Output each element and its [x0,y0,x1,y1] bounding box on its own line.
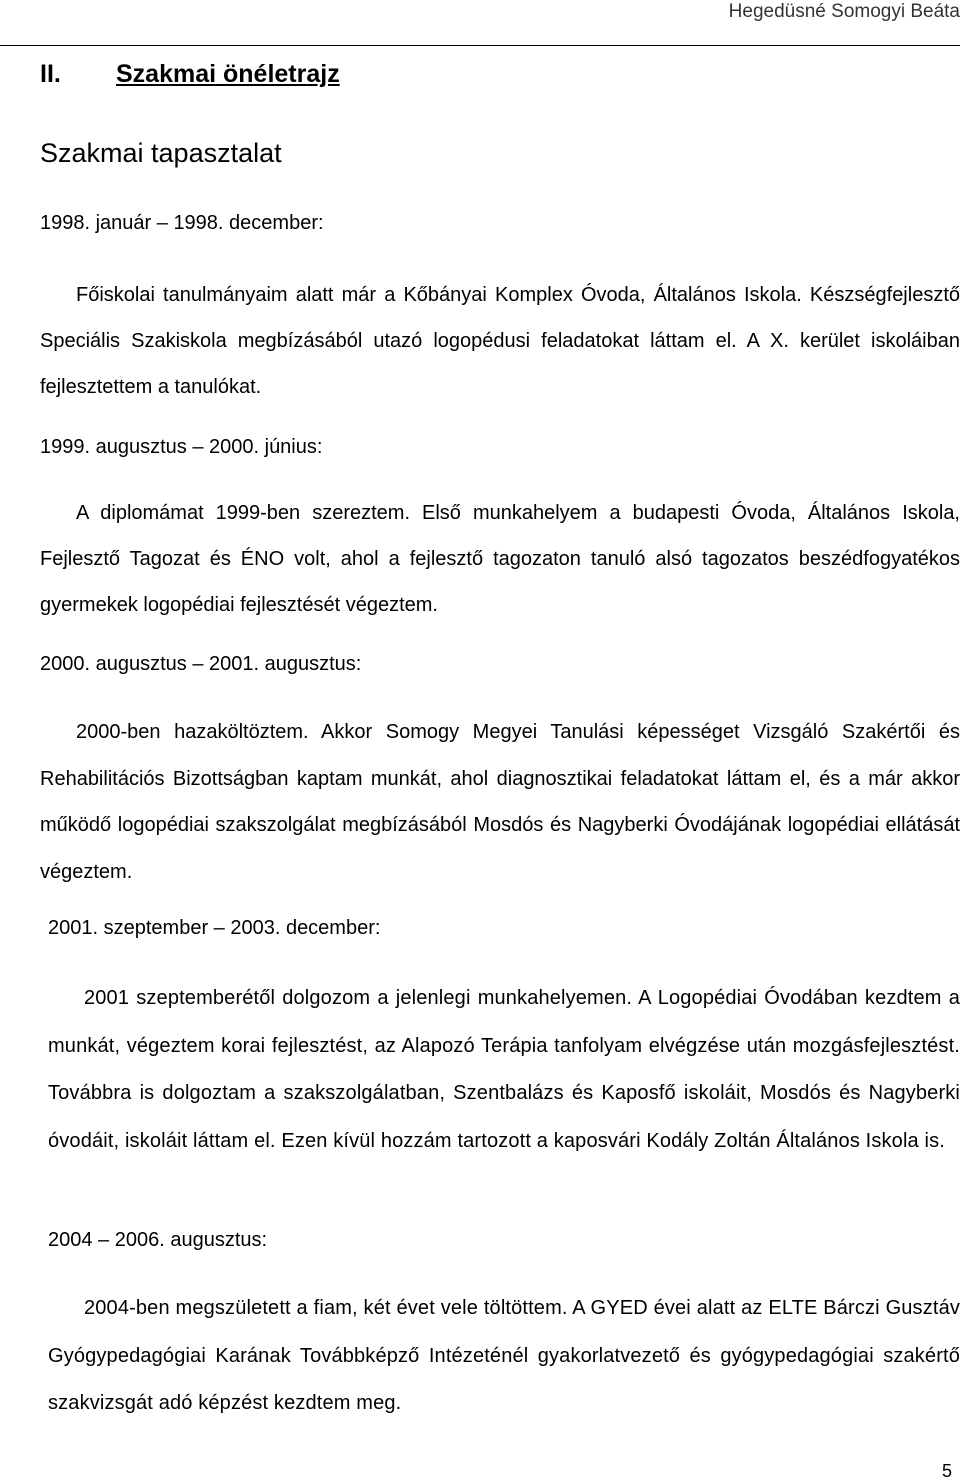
entry-date-5: 2004 – 2006. augusztus: [48,1229,268,1251]
entry-date-4: 2001. szeptember – 2003. december: [48,917,381,939]
page-number: 5 [941,1461,952,1481]
entry-date-2: 1999. augusztus – 2000. június: [40,436,323,458]
subheading: Szakmai tapasztalat [40,138,282,168]
entry-text-5: 2004-ben megszületett a fiam, két évet vele töltöttem. A GYED évei alatt az ELTE Bárczi Gusztáv Gyógypedagógiai Karának Továbbképző Intézeténél gyakorlatvezető és gyógypedagógiai szakértő szakvizsgát adó képzést kezdtem meg. [48,1297,960,1414]
entry-text-1: Főiskolai tanulmányaim alatt már a Kőbányai Komplex Óvoda, Általános Iskola. Készségfejlesztő Speciális Szakiskola megbízásából utazó logopédusi feladatokat láttam el. A X. kerület iskoláiban fejlesztettem a tanulókat. [40,284,960,398]
header-author: Hegedüsné Somogyi Beáta [728,1,960,22]
section-heading [40,56,340,92]
entry-text-2: A diplomámat 1999-ben szereztem. Első munkahelyem a budapesti Óvoda, Általános Iskola, Fejlesztő Tagozat és ÉNO volt, ahol a fejlesztő tagozaton tanuló alsó tagozatos beszédfogyatékos gyermekek logopédiai fejlesztését végeztem. [40,502,960,616]
header-rule [0,45,960,46]
entry-text-4: 2001 szeptemberétől dolgozom a jelenlegi munkahelyemen. A Logopédiai Óvodában kezdtem a munkát, végeztem korai fejlesztést, az Alapozó Terápia tanfolyam elvégzése után mozgásfejlesztést. Továbbra is dolgoztam a szakszolgálatban, Szentbalázs és Kaposfő iskoláit, Mosdós és Nagyberki óvodáit, iskoláit láttam el. Ezen kívül hozzám tartozott a kaposvári Kodály Zoltán Általános Iskola is. [48,987,960,1152]
section-number: II. [40,60,61,88]
entry-date-3: 2000. augusztus – 2001. augusztus: [40,653,362,675]
entry-text-3: 2000-ben hazaköltöztem. Akkor Somogy Megyei Tanulási képességet Vizsgáló Szakértői és Rehabilitációs Bizottságban kaptam munkát, ahol diagnosztikai feladatokat láttam el, és a már akkor működő logopédiai szakszolgálat megbízásából Mosdós és Nagyberki Óvodájának logopédiai ellátását végeztem. [40,721,960,883]
section-title: Szakmai önéletrajz [116,60,340,88]
entry-date-1: 1998. január – 1998. december: [40,212,324,234]
